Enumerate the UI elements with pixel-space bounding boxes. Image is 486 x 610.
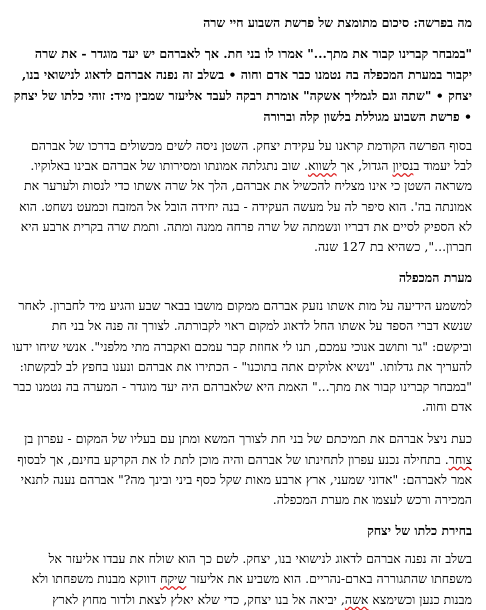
paragraph-text: , יביאה אל בנו יצחק, כדי שלא יאלץ לצאת ולדור מחוץ לארץ [52,591,345,607]
paragraph-text: למשמע הידיעה על מות אשתו נזעק אברהם ממקום מושבו בבאר שבע והגיע מיד לחברון. לאחר שנשא דברי הספד על אשתו החל לדאוג למקום ראוי לקבורתה. לצורך זה פנה אל בני חת וביקשם: "גר ותושב אנוכי עמכם, תנו לי אחוזת קבר עמכם ואקברה מתי מלפני". אנשי שיחו ידעו להעריך את גדלותו. "נשיא אלוקים אתה בתוכנו" - הכתירו את אברהם ונענו בחפץ לב לבקשתו: "במבחר קברינו קבור את מתך..." האמת היא שלאברהם היה יעד מוגדר - המערה בה נטמנו כבר אדם וחוה. [12,298,472,415]
section-heading: בחירת כלתו של יצחק [367,523,472,539]
body-paragraph [12,296,472,417]
body-paragraph [12,549,472,610]
spellcheck-flagged-word: צוחר [448,451,472,467]
article-body [12,136,472,610]
paragraph-text: בסוף הפרשה הקודמת קראנו על עקידת יצחק. השטן ניסה לשים מכשולים בדרכו של אברהם לבל יעמוד ב [30,138,472,174]
spellcheck-flagged-word: שיקח [160,571,187,587]
spellcheck-flagged-word: אשה [344,591,369,607]
spellcheck-flagged-word: נסיון [392,158,414,174]
section-heading: מערת המכפלה [398,270,472,286]
paragraph-text: . בתחילה נכנע עפרון לתחינתו של אברהם והיה מוכן לתת לו את הקרקע בחינם, אך לבסוף אמר לאברהם: "אדוני שמעני, ארץ ארבע מאות שקל כסף ביני ובינך מה?" אברהם נענה לתנאי המכירה ורכש לעצמו את מערת המכפלה. [17,451,472,508]
body-paragraph [12,429,472,510]
paragraph-text: הגדול, אך [336,158,393,174]
summary-paragraph: "במבחר קברינו קבור את מתך..." אמרו לו בני חת. אך לאברהם יש יעד מוגדר - את שרה יקבור במערת המכפלה בה נטמנו כבר אדם וחוה • בשלב זה נפנה אברהם לדאוג לנישואי בנו, יצחק • "שתה וגם לגמליך אשקה" אומרת רבקה לעבד אליעזר שמבין מיד: זוהי כלתו של יצחק • פרשת השבוע מגוללת בלשון קלה וברורה [13,46,472,124]
paragraph-text: בשלב זה נפנה אברהם לדאוג לנישואי בנו, יצחק. לשם כך הוא שולח את עבדו אליעזר אל משפחתו שהתגוררה בארם-נהריים. הוא משביע את אליעזר [48,551,472,587]
body-paragraph [12,136,472,257]
page-title: מה בפרשה: סיכום מתומצת של פרשת השבוע חיי שרה [203,15,472,30]
paragraph-text: דווקא מבנות משפחתו ולא מבנות כנען וכשימצא [31,571,472,607]
spellcheck-flagged-word: לשווא [307,158,337,174]
paragraph-text: כעת ניצל אברהם את תמיכתם של בני חת לצורך המשא ומתן עם בעליו של המקום - עפרון בן [24,431,472,447]
paragraph-text: . שוב נתגלתה אמונתו ומסירותו של אברהם אבינו באלוקיו. משראה השטן כי אינו מצליח להכשיל את אברהם, הלך אל שרה אשתו כדי לנסות ולערער את אמונתה בה'. הוא סיפר לה על מעשה העקידה - בנה יחידה הובל אל המזבח וכמעט נשחט. הוא לא הספיק לסיים את דבריו ונשמתה של שרה פרחה ממנה ומתה. ותמת שרה בקרית ארבע היא חברון...", כשהיא בת 127 שנה. [19,158,472,255]
